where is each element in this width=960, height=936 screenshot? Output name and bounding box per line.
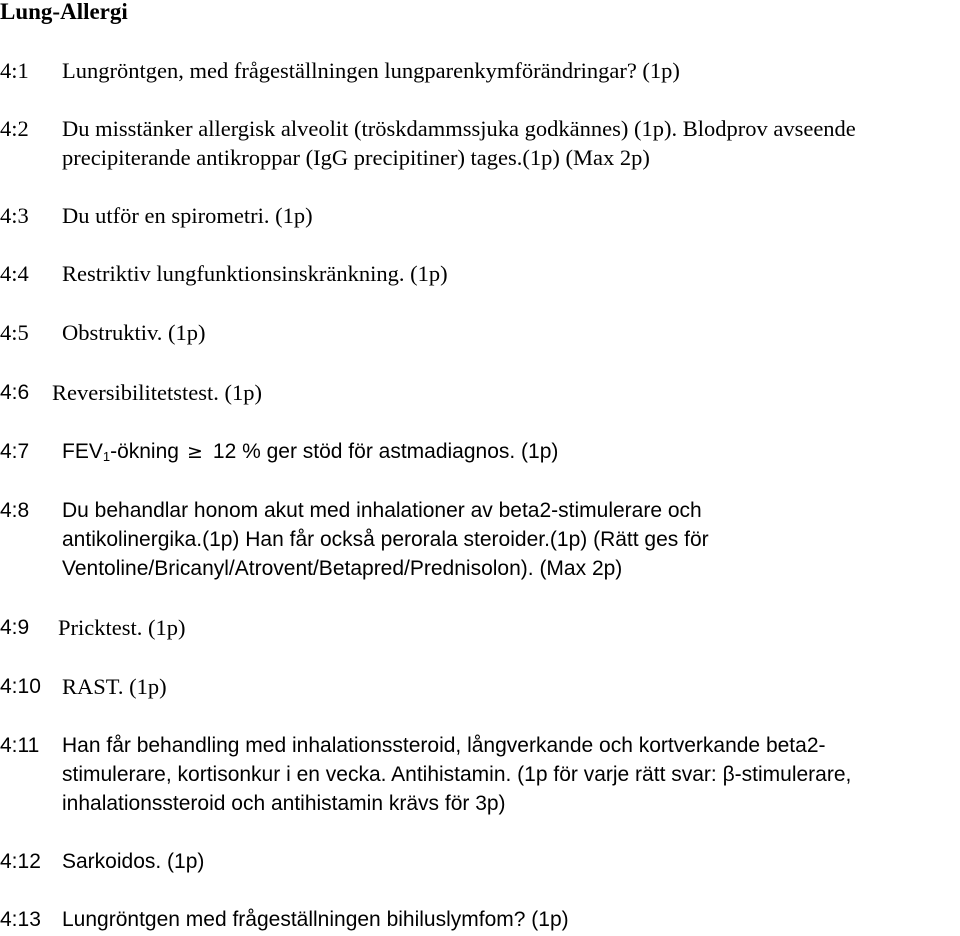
- item-line: precipiterande antikroppar (IgG precipitiner) tages.(1p) (Max 2p): [62, 145, 650, 170]
- item-line: RAST. (1p): [62, 674, 167, 699]
- item-text: [62, 114, 958, 172]
- item-number: 4:9: [0, 616, 30, 639]
- item-line: Du utför en spirometri. (1p): [62, 203, 313, 228]
- fev-rest: 12 % ger stöd för astmadiagnos. (1p): [212, 440, 559, 463]
- item-number: 4:1: [0, 58, 29, 83]
- item-text: [62, 905, 958, 934]
- item-text: [62, 259, 958, 288]
- item-text: [62, 56, 958, 85]
- item-text: [62, 731, 958, 818]
- item-line: [62, 437, 958, 466]
- item-number: 4:7: [0, 440, 30, 463]
- item-line: Han får behandling med inhalationssteroid, långverkande och kortverkande beta2-: [62, 734, 826, 757]
- item-text: [58, 613, 954, 642]
- item-number: 4:8: [0, 499, 30, 522]
- item-line: inhalationssteroid och antihistamin krävs för 3p): [62, 792, 506, 815]
- item-line: Sarkoidos. (1p): [62, 850, 205, 873]
- item-line: Obstruktiv. (1p): [62, 320, 206, 345]
- item-number: 4:12: [0, 850, 41, 873]
- page-title: Lung-Allergi: [0, 0, 128, 24]
- item-line: Du misstänker allergisk alveolit (tröskdammssjuka godkännes) (1p). Blodprov avseende: [62, 116, 856, 141]
- item-line: Du behandlar honom akut med inhalationer av beta2-stimulerare och: [62, 499, 702, 522]
- item-line: Restriktiv lungfunktionsinskränkning. (1p): [62, 261, 448, 286]
- item-text: [62, 496, 958, 583]
- item-number: 4:3: [0, 203, 29, 228]
- fev-label: FEV: [62, 440, 103, 463]
- item-text: [62, 672, 958, 701]
- item-text: [62, 318, 958, 347]
- fev-suffix: -ökning: [110, 440, 179, 463]
- item-number: 4:13: [0, 908, 41, 931]
- fev-subscript: 1: [102, 449, 111, 464]
- item-number: 4:4: [0, 261, 29, 286]
- item-number: 4:5: [0, 320, 29, 345]
- item-text: [62, 847, 958, 876]
- greater-equal-icon: ≥: [186, 441, 203, 463]
- item-line: Ventoline/Bricanyl/Atrovent/Betapred/Prednisolon). (Max 2p): [62, 557, 623, 580]
- item-line: Reversibilitetstest. (1p): [52, 380, 262, 405]
- item-line: stimulerare, kortisonkur i en vecka. Antihistamin. (1p för varje rätt svar: β-stimulerare,: [62, 763, 852, 786]
- item-line: antikolinergika.(1p) Han får också perorala steroider.(1p) (Rätt ges för: [62, 528, 709, 551]
- item-text: [62, 437, 958, 466]
- item-number: 4:6: [0, 381, 30, 404]
- item-text: [52, 378, 948, 407]
- item-number: 4:11: [0, 734, 40, 757]
- item-line: Pricktest. (1p): [58, 615, 186, 640]
- item-number: 4:10: [0, 675, 41, 698]
- item-line: Lungröntgen med frågeställningen bihiluslymfom? (1p): [62, 908, 569, 931]
- item-number: 4:2: [0, 116, 29, 141]
- item-text: [62, 201, 958, 230]
- item-line: Lungröntgen, med frågeställningen lungparenkymförändringar? (1p): [62, 58, 680, 83]
